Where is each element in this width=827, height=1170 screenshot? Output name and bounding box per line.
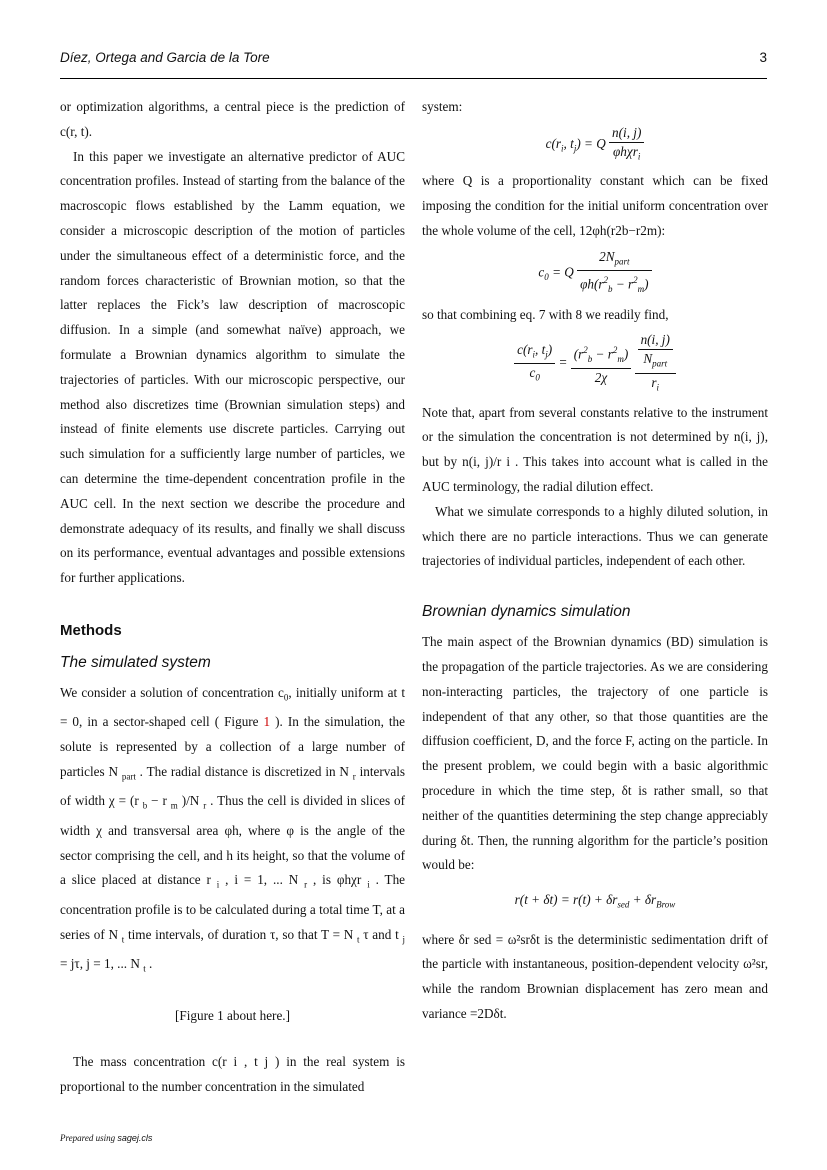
paragraph: What we simulate corresponds to a highly diluted solution, in which there are no particle interactions. Thus we can generate trajectories of individual particles, independent of each other.: [422, 503, 768, 569]
paragraph: system:: [422, 99, 463, 114]
paragraph: or optimization algorithms, a central piece is the prediction of c(r, t).: [60, 99, 405, 139]
paragraph: In this paper we investigate an alternative predictor of AUC concentration profiles. Instead of starting from the balance of the macroscopic flows established by the Lamm equation, we consider a microscopic description of the motion of particles under the simultaneous effect of a deterministic force, and the random forces characteristic of Brownian motion, so that the latter replaces the Fick’s law description of macroscopic diffusion. In a simple (and somewhat naïve) approach, we formulate a Brownian dynamics algorithm to simulate the trajectories of particles. With our microscopic perspective, our method also discretizes time (Brownian simulation steps) and instead of finite elements use discrete particles. Carrying out such simulation for a sufficiently large number of particles, we can determine the time-dependent concentration profile in the AUC cell. In the next section we describe the procedure and demonstrate adequacy of its results, and finally we shall discuss on its performance, eventual advantages and possible extensions for further applications.: [60, 148, 405, 586]
header-rule: [60, 78, 767, 79]
section-heading: Methods: [60, 621, 122, 639]
subsection-heading: The simulated system: [60, 653, 211, 671]
paragraph: where Q is a proportionality constant which can be fixed imposing the condition for the initial uniform concentration over the whole volume of the cell, 12φh(r2b−r2m):: [422, 173, 768, 239]
footer: Prepared using sagej.cls: [60, 1133, 153, 1143]
page-number: 3: [759, 50, 767, 65]
paragraph: where δr sed = ω²srδt is the deterministic sedimentation drift of the particle with instantaneous, position-dependent velocity ω²sr, while the random Brownian displacement has zero mean and variance =2Dδt.: [422, 931, 768, 1021]
equation-1: $c(r_i$, $t_j) = Q$ $\frac{n(i, j)}{\varphi h\chi r_i}$: [422, 124, 768, 166]
right-column: [422, 95, 768, 1027]
page-header: [60, 50, 767, 68]
paragraph: The mass concentration c(r i , t j ) in the real system is proportional to the number concentration in the simulated: [60, 1054, 405, 1095]
equation-2: $c_0 = Q$ $\frac{2N_{part}}{\varphi h(r^2_b - r^2_m)}$: [422, 248, 768, 299]
equation-3: $\frac{c(r_i, t_j)}{c_0}$ = $\frac{(r^2_b - r^2_m)}{2\chi}$ $\frac{\frac{n(i, j)}{N_{part}}}{r_i}$: [422, 331, 768, 396]
paragraph: so that combining eq. 7 with 8 we readily find,: [422, 306, 669, 322]
figure-placeholder: [Figure 1 about here.]: [175, 1007, 290, 1023]
left-column: [60, 95, 405, 1100]
subsection-heading: Brownian dynamics simulation: [422, 603, 631, 621]
paragraph: Note that, apart from several constants relative to the instrument or the simulation the concentration is not determined by n(i, j), but by n(i, j)/r i . This takes into account what is called in the AUC terminology, the radial dilution effect.: [422, 404, 768, 494]
paragraph: The main aspect of the Brownian dynamics (BD) simulation is the propagation of the particle trajectories. As we are considering non-interacting particles, the trajectory of one particle is independent of that any other, so that those quantities are the diffusion coefficient, D, and the force F, acting on the particle. In the present problem, we could begin with a basic algorithmic procedure in which the time step, δt is rather small, so that neither of the quantities determining the step change appreciably during δt. Then, the running algorithm for the particle’s position would be:: [422, 634, 768, 873]
figure-link[interactable]: 1: [263, 714, 271, 730]
paragraph: We consider a solution of concentration $c_0$, initially uniform at t = 0, in a sector-shaped cell ( Figure 1 ). In the simulation, the solute is represented by a collection of a large number of particles N $_{part}$ . The radial distance is discretized in N $_r$ intervals of width χ = (r $_b$ − r $_m$ )/N $_r$ . Thus the cell is divided in slices of width χ and transversal area φh, where φ is the angle of the sector comprising the cell, and h its height, so that the volume of a slice placed at distance r $_i$ , i = 1, ... N $_r$ , is φhχr $_i$ . The concentration profile is to be calculated during a total time T, at a series of N $_t$ time intervals, of duration τ, so that T = N $_t$ τ and t $_j$ = jτ, j = 1, ... N $_t$ .: [60, 684, 406, 974]
equation-4: $r(t + \delta t) = r(t) + \delta r_{sed} + \delta r_{Brow}$: [514, 892, 676, 910]
running-head-authors: Díez, Ortega and Garcia de la Tore: [60, 50, 270, 65]
